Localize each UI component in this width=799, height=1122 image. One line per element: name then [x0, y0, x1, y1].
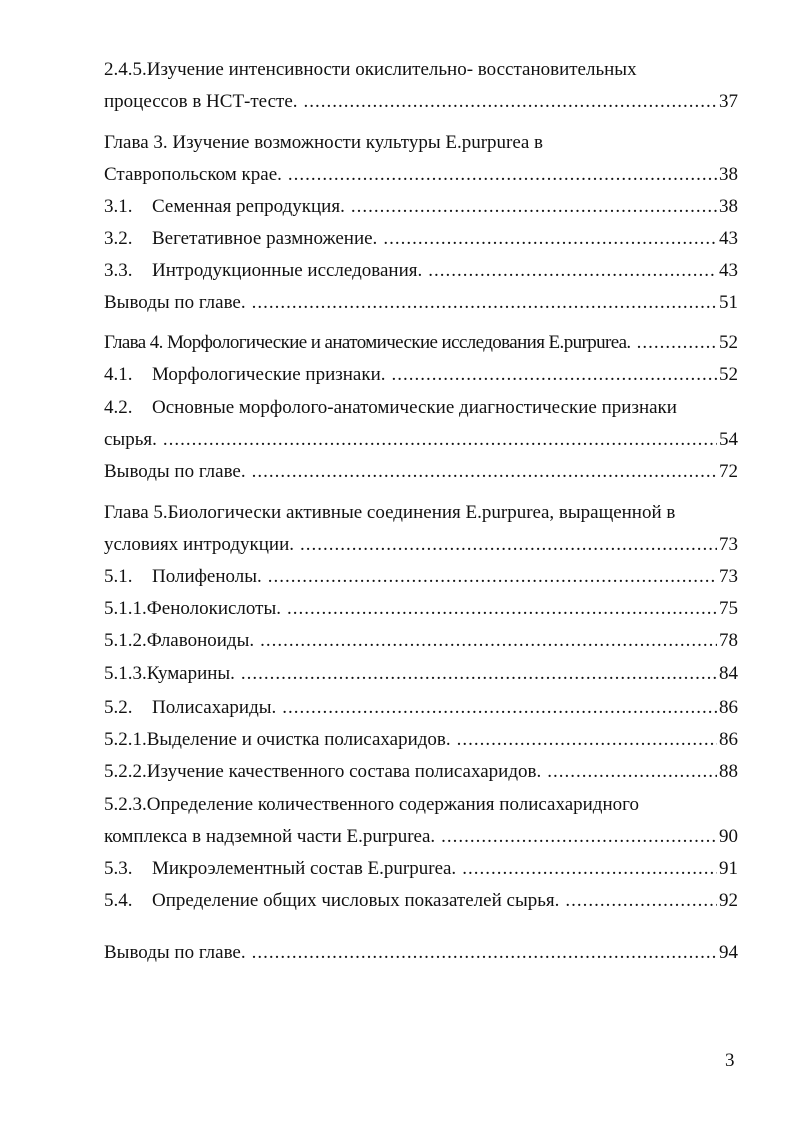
toc-entry-5-2: [104, 697, 738, 719]
toc-entry-chapter5-conclusions: [104, 942, 738, 964]
toc-entry-4-1: [104, 364, 738, 386]
toc-entry-3-2: [104, 228, 738, 250]
page-ref: 88: [719, 761, 738, 782]
toc-entry-5-1-1: [104, 598, 738, 620]
toc-chapter-5-line1: Глава 5.Биологически активные соединения E.purpurea, выращенной в: [104, 502, 676, 523]
entry-text: Микроэлементный состав E.purpurea.: [152, 858, 457, 879]
page-ref: 72: [719, 461, 738, 482]
entry-text: 5.2.2.Изучение качественного состава полисахаридов.: [104, 761, 542, 782]
toc-entry-5-3: [104, 858, 738, 880]
entry-text: комплекса в надземной части E.purpurea.: [104, 826, 436, 847]
page-ref: 75: [719, 598, 738, 619]
page-number: 3: [725, 1050, 735, 1071]
page-ref: 91: [719, 858, 738, 879]
toc-entry-2-4-5: [104, 91, 738, 113]
page-ref: 94: [719, 942, 738, 963]
page-ref: 92: [719, 890, 738, 911]
toc-entry-5-1-2: [104, 630, 738, 652]
entry-text: 5.1.2.Флавоноиды.: [104, 630, 255, 651]
entry-number: 5.1.: [104, 566, 133, 587]
dot-leader: [457, 729, 717, 751]
toc-entry-3-3: [104, 260, 738, 282]
page-ref: 84: [719, 663, 738, 684]
dot-leader: [462, 858, 717, 880]
page-ref: 86: [719, 697, 738, 718]
entry-text: Интродукционные исследования.: [152, 260, 423, 281]
entry-number: 5.2.: [104, 697, 133, 718]
page-ref: 38: [719, 196, 738, 217]
entry-number: 4.1.: [104, 364, 133, 385]
toc-chapter-3-line1: Глава 3. Изучение возможности культуры E.purpurea в: [104, 132, 543, 153]
toc-chapter-4: [104, 332, 738, 354]
entry-number: 4.2.: [104, 397, 133, 418]
dot-leader: [637, 332, 717, 354]
entry-text: 5.1.3.Кумарины.: [104, 663, 235, 684]
toc-entry-5-1-3: [104, 663, 738, 685]
dot-leader: [268, 566, 717, 588]
toc-entry-chapter3-conclusions: [104, 292, 738, 314]
dot-leader: [252, 461, 717, 483]
entry-number: 5.4.: [104, 890, 133, 911]
toc-entry-5-2-3-line1: 5.2.3.Определение количественного содержания полисахаридного: [104, 794, 639, 815]
toc-entry-5-2-2: [104, 761, 738, 783]
page-ref: 54: [719, 429, 738, 450]
dot-leader: [351, 196, 717, 218]
toc-entry-4-2: [104, 429, 738, 451]
page-ref: 52: [719, 364, 738, 385]
page-ref: 52: [719, 332, 738, 353]
dot-leader: [428, 260, 717, 282]
page-ref: 51: [719, 292, 738, 313]
entry-text: Глава 4. Морфологические и анатомические исследования E.purpurea.: [104, 332, 631, 353]
entry-text: сырья.: [104, 429, 157, 450]
entry-text: Полисахариды.: [152, 697, 277, 718]
page-ref: 90: [719, 826, 738, 847]
toc-entry-4-2-line1: [104, 397, 677, 419]
page-ref: 38: [719, 164, 738, 185]
entry-text: Определение общих числовых показателей сырья.: [152, 890, 560, 911]
toc-entry-5-2-3: [104, 826, 738, 848]
toc-entry-5-4: [104, 890, 738, 912]
dot-leader: [565, 890, 717, 912]
dot-leader: [392, 364, 718, 386]
toc-entry-5-1: [104, 566, 738, 588]
dot-leader: [287, 598, 717, 620]
dot-leader: [383, 228, 717, 250]
toc-chapter-5: [104, 534, 738, 556]
toc-entry-chapter4-conclusions: [104, 461, 738, 483]
toc-entry-3-1: [104, 196, 738, 218]
page-ref: 43: [719, 260, 738, 281]
entry-text: процессов в НСТ-тесте.: [104, 91, 298, 112]
entry-number: 5.3.: [104, 858, 133, 879]
entry-text: Полифенолы.: [152, 566, 262, 587]
entry-number: 3.3.: [104, 260, 133, 281]
entry-text: Морфологические признаки.: [152, 364, 386, 385]
entry-text: 5.1.1.Фенолокислоты.: [104, 598, 281, 619]
page-ref: 86: [719, 729, 738, 750]
dot-leader: [163, 429, 717, 451]
toc-entry-2-4-5-line1: 2.4.5.Изучение интенсивности окислительно- восстановительных: [104, 59, 637, 80]
page-ref: 78: [719, 630, 738, 651]
page-ref: 73: [719, 534, 738, 555]
entry-text: условиях интродукции.: [104, 534, 295, 555]
dot-leader: [252, 942, 717, 964]
entry-text: Вегетативное размножение.: [152, 228, 378, 249]
entry-text: 5.2.1.Выделение и очистка полисахаридов.: [104, 729, 451, 750]
entry-text: Ставропольском крае.: [104, 164, 282, 185]
entry-text: Выводы по главе.: [104, 461, 246, 482]
dot-leader: [547, 761, 717, 783]
dot-leader: [288, 164, 717, 186]
entry-number: 3.2.: [104, 228, 133, 249]
page-ref: 73: [719, 566, 738, 587]
page-ref: 37: [719, 91, 738, 112]
entry-text: Основные морфолого-анатомические диагностические признаки: [152, 397, 677, 418]
dot-leader: [282, 697, 717, 719]
dot-leader: [304, 91, 717, 113]
entry-number: 3.1.: [104, 196, 133, 217]
entry-text: Семенная репродукция.: [152, 196, 345, 217]
page-ref: 43: [719, 228, 738, 249]
dot-leader: [252, 292, 717, 314]
dot-leader: [300, 534, 717, 556]
dot-leader: [260, 630, 717, 652]
entry-text: Выводы по главе.: [104, 942, 246, 963]
entry-text: Выводы по главе.: [104, 292, 246, 313]
dot-leader: [441, 826, 717, 848]
toc-entry-5-2-1: [104, 729, 738, 751]
toc-chapter-3: [104, 164, 738, 186]
dot-leader: [241, 663, 717, 685]
